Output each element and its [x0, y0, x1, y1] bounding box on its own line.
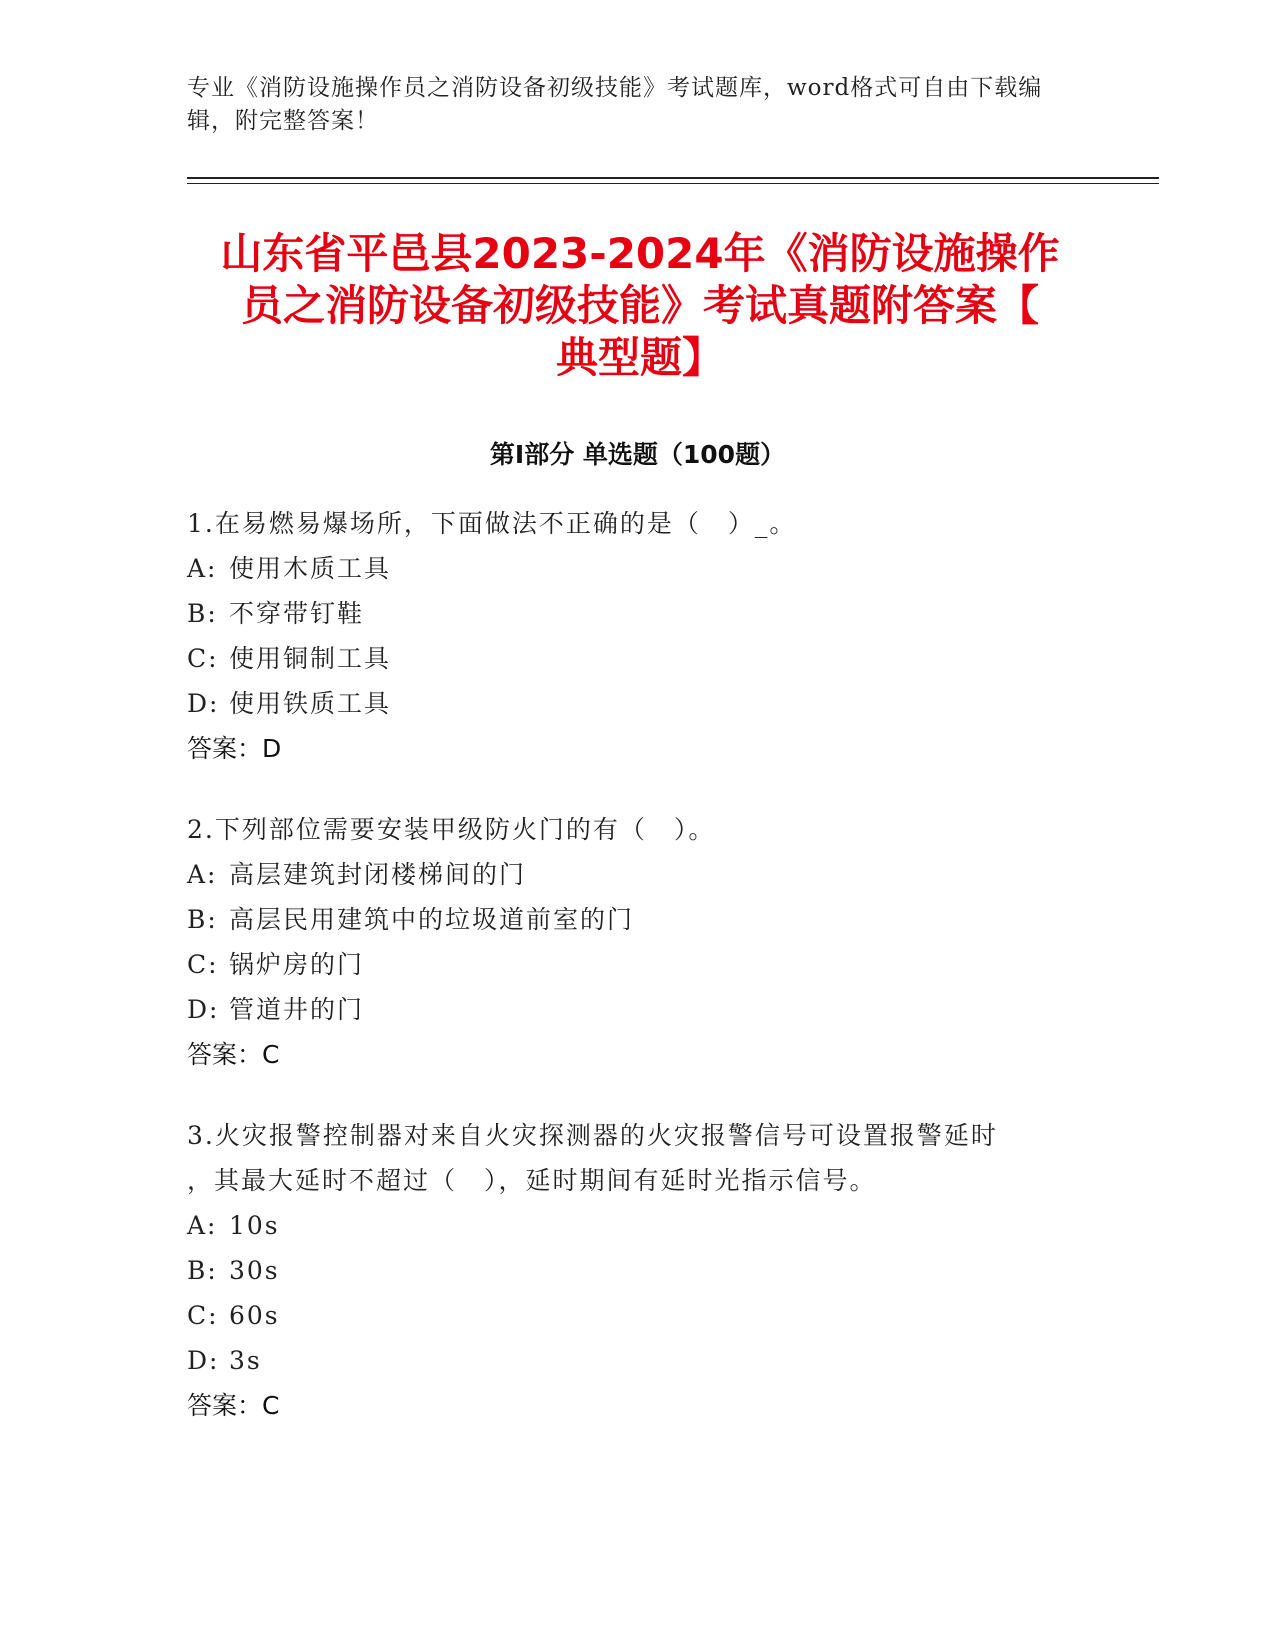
question-stem-line-2: ，其最大延时不超过（ ），延时期间有延时光指示信号。: [187, 1166, 877, 1195]
option-text: 使用木质工具: [229, 554, 392, 583]
question-stem: 1.在易燃易爆场所，下面做法不正确的是（ ）_。: [187, 509, 797, 538]
option-d: [187, 1338, 1087, 1383]
answer: 答案：C: [187, 1040, 280, 1069]
question-stem-line-1: 3.火灾报警控制器对来自火灾探测器的火灾报警信号可设置报警延时: [187, 1121, 998, 1150]
answer: 答案：C: [187, 1391, 280, 1420]
question-1: [187, 501, 1087, 771]
header-note: [187, 72, 1087, 138]
option-label: B:: [187, 1256, 218, 1285]
option-label: C:: [187, 1301, 219, 1330]
option-a: [187, 546, 1087, 591]
option-label: D:: [187, 995, 220, 1024]
question-2: [187, 807, 1087, 1077]
question-stem: 2.下列部位需要安装甲级防火门的有（ ）。: [187, 815, 716, 844]
document-title-line-2: 员之消防设备初级技能》考试真题附答案【: [240, 281, 1039, 330]
option-label: C:: [187, 644, 219, 673]
header-divider-thick: [187, 177, 1159, 179]
option-d: [187, 987, 1087, 1032]
header-note-line-2: 辑，附完整答案！: [187, 108, 379, 134]
question-3: [187, 1113, 1087, 1428]
option-text: 使用铜制工具: [229, 644, 392, 673]
option-a: [187, 1203, 1087, 1248]
option-label: D:: [187, 1346, 220, 1375]
section-heading: 第Ⅰ部分 单选题（100题）: [489, 440, 786, 469]
option-b: [187, 897, 1087, 942]
option-label: A:: [187, 1211, 218, 1240]
option-label: C:: [187, 950, 219, 979]
option-text: 管道井的门: [229, 995, 365, 1024]
option-b: [187, 1248, 1087, 1293]
option-b: [187, 591, 1087, 636]
option-text: 高层建筑封闭楼梯间的门: [229, 860, 527, 889]
answer: 答案：D: [187, 734, 282, 763]
document-title-line-1: 山东省平邑县2023-2024年《消防设施操作: [220, 229, 1060, 278]
option-c: [187, 1293, 1087, 1338]
header-divider-thin: [187, 183, 1159, 184]
option-label: A:: [187, 554, 218, 583]
option-text: 60s: [229, 1301, 280, 1330]
option-text: 3s: [229, 1346, 262, 1375]
option-c: [187, 636, 1087, 681]
option-text: 不穿带钉鞋: [229, 599, 365, 628]
option-label: B:: [187, 905, 218, 934]
document-title-line-3: 典型题】: [555, 333, 724, 382]
option-label: B:: [187, 599, 218, 628]
option-d: [187, 681, 1087, 726]
option-c: [187, 942, 1087, 987]
option-text: 高层民用建筑中的垃圾道前室的门: [229, 905, 635, 934]
option-text: 30s: [229, 1256, 280, 1285]
option-label: A:: [187, 860, 218, 889]
option-label: D:: [187, 689, 220, 718]
option-a: [187, 852, 1087, 897]
option-text: 10s: [229, 1211, 280, 1240]
document-title: [190, 228, 1090, 384]
header-note-line-1: 专业《消防设施操作员之消防设备初级技能》考试题库，word格式可自由下载编: [187, 75, 1043, 101]
option-text: 使用铁质工具: [229, 689, 392, 718]
option-text: 锅炉房的门: [229, 950, 365, 979]
